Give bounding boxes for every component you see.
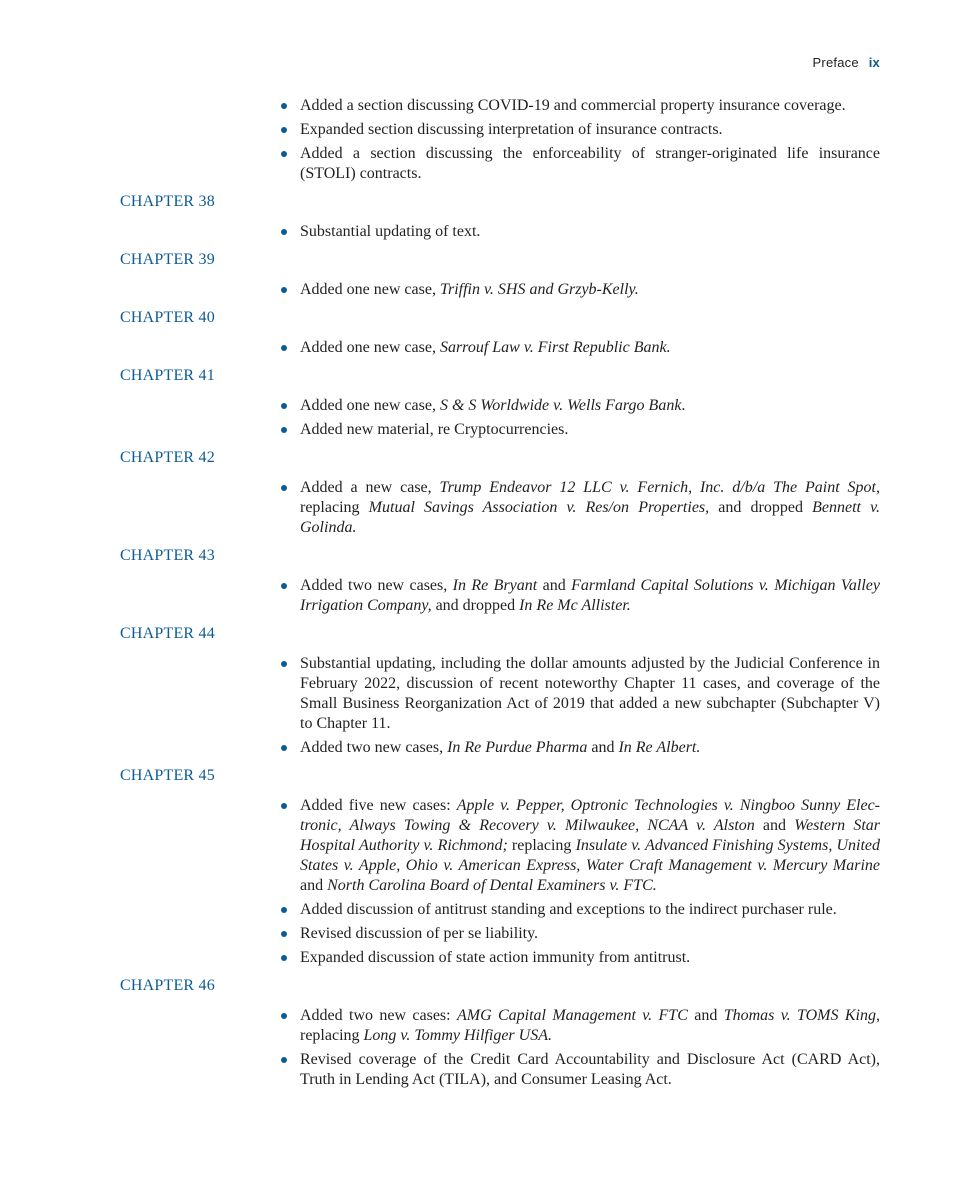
text-run: Added five new cases: bbox=[300, 797, 457, 814]
bullet-item bbox=[300, 900, 880, 920]
chapter-heading: CHAPTER 46 bbox=[120, 977, 215, 994]
text-run: Substantial updating of text. bbox=[300, 223, 481, 240]
chapter-heading: CHAPTER 38 bbox=[120, 193, 215, 210]
bullet-item bbox=[300, 478, 880, 538]
case-name: S & S Worldwide v. Wells Fargo Bank bbox=[439, 397, 682, 414]
case-name: Insulate v. Advanced Finishing Systems, United States v. Apple, Ohio v. American Express, Water Craft Management v. Mercury Marine bbox=[300, 837, 880, 874]
bullet-item bbox=[300, 420, 880, 440]
bullet-item bbox=[300, 948, 880, 968]
case-name: Farmland Capital Solutions v. Michigan Valley Irrigation Company, bbox=[300, 577, 881, 614]
chapter-heading: CHAPTER 44 bbox=[120, 625, 215, 642]
text-run: replacing bbox=[300, 1027, 364, 1044]
text-run: Expanded section discussing interpretation of insurance contracts. bbox=[300, 121, 723, 138]
case-name: Thomas v. TOMS King, bbox=[723, 1007, 880, 1024]
text-run: Added new material, re Cryptocurrencies. bbox=[300, 421, 569, 438]
running-head bbox=[813, 55, 880, 70]
text-run: Added discussion of antitrust standing and exceptions to the indirect purchaser rule. bbox=[300, 901, 837, 918]
bullet-list bbox=[0, 96, 880, 184]
bullet-list bbox=[0, 396, 880, 440]
text-run: and dropped bbox=[709, 499, 813, 516]
case-name: In Re Albert. bbox=[618, 739, 701, 756]
bullet-list bbox=[0, 796, 880, 968]
text-run: Added two new cases: bbox=[300, 1007, 457, 1024]
text-run: Substantial updating, including the dollar amounts adjusted by the Judicial Conference in February 2022, discussion of recent noteworthy Chapter 11 cases, and coverage of the Small Business Reorganization Act of 2019 that added a new subchapter (Subchapter V) to Chapter 11. bbox=[300, 655, 880, 732]
bullet-item bbox=[300, 796, 880, 896]
bullet-list bbox=[0, 222, 880, 242]
chapter-heading: CHAPTER 40 bbox=[120, 309, 215, 326]
bullet-item bbox=[300, 96, 880, 116]
text-run: and dropped bbox=[431, 597, 520, 614]
bullet-list bbox=[0, 280, 880, 300]
text-run: Added one new case, bbox=[300, 397, 440, 414]
text-run: and bbox=[687, 1007, 724, 1024]
bullet-item bbox=[300, 396, 880, 416]
text-run: . bbox=[681, 397, 686, 414]
text-run: Added two new cases, bbox=[300, 739, 448, 756]
case-name: Sarrouf Law v. First Republic Bank. bbox=[439, 339, 671, 356]
chapter-heading: CHAPTER 41 bbox=[120, 367, 215, 384]
bullet-item bbox=[300, 222, 880, 242]
bullet-item bbox=[300, 280, 880, 300]
bullet-item bbox=[300, 144, 880, 184]
page-number: ix bbox=[868, 55, 880, 70]
bullet-item bbox=[300, 924, 880, 944]
text-run: and bbox=[587, 739, 619, 756]
case-name: Mutual Savings Association v. Res/on Properties, bbox=[368, 499, 710, 516]
text-run: Added two new cases, bbox=[300, 577, 453, 594]
chapter-heading: CHAPTER 45 bbox=[120, 767, 215, 784]
section-title: Preface bbox=[812, 55, 859, 70]
text-run: Added one new case, bbox=[300, 339, 440, 356]
text-run: and bbox=[537, 577, 572, 594]
text-run: replacing bbox=[507, 837, 576, 854]
bullet-item bbox=[300, 654, 880, 734]
text-run: Added a section discussing the enforceability of stranger-originated life insurance (STOLI) contracts. bbox=[300, 145, 880, 182]
text-run: Added one new case, bbox=[300, 281, 440, 298]
text-run: and bbox=[754, 817, 795, 834]
bullet-item bbox=[300, 576, 880, 616]
text-run: Revised coverage of the Credit Card Accountability and Disclosure Act (CARD Act), Truth in Lending Act (TILA), and Consumer Leasing Act. bbox=[300, 1051, 880, 1088]
case-name: AMG Capital Management v. FTC bbox=[456, 1007, 688, 1024]
bullet-item bbox=[300, 338, 880, 358]
preface-content bbox=[0, 96, 960, 1094]
bullet-item bbox=[300, 738, 880, 758]
chapter-heading: CHAPTER 42 bbox=[120, 449, 215, 466]
case-name: In Re Purdue Pharma bbox=[447, 739, 588, 756]
case-name: Bennett v. Golinda. bbox=[300, 499, 881, 536]
case-name: North Carolina Board of Dental Examiners v. FTC. bbox=[327, 877, 657, 894]
bullet-list bbox=[0, 1006, 880, 1090]
text-run: Revised discussion of per se liability. bbox=[300, 925, 539, 942]
bullet-list bbox=[0, 576, 880, 616]
text-run: Expanded discussion of state action immunity from antitrust. bbox=[300, 949, 691, 966]
case-name: Long v. Tommy Hilfiger USA. bbox=[363, 1027, 552, 1044]
bullet-item bbox=[300, 120, 880, 140]
text-run: replacing bbox=[300, 499, 369, 516]
text-run: and bbox=[300, 877, 328, 894]
chapter-heading: CHAPTER 43 bbox=[120, 547, 215, 564]
chapter-heading: CHAPTER 39 bbox=[120, 251, 215, 268]
case-name: Trump Endeavor 12 LLC v. Fernich, Inc. d/b/a The Paint Spot, bbox=[439, 479, 880, 496]
case-name: Western Star Hospital Authority v. Richmond; bbox=[300, 817, 880, 854]
bullet-list bbox=[0, 478, 880, 538]
bullet-item bbox=[300, 1050, 880, 1090]
case-name: In Re Mc Allister. bbox=[519, 597, 631, 614]
case-name: Triffin v. SHS and Grzyb-Kelly. bbox=[439, 281, 639, 298]
text-run: Added a new case, bbox=[300, 479, 440, 496]
bullet-item bbox=[300, 1006, 880, 1046]
text-run: Added a section discussing COVID-19 and commercial property insurance coverage. bbox=[300, 97, 846, 114]
case-name: Apple v. Pepper, Optronic Technologies v. Ningboo Sunny Electronic, Always Towing & Recovery v. Milwaukee, NCAA v. Alston bbox=[300, 797, 880, 834]
bullet-list bbox=[0, 338, 880, 358]
case-name: In Re Bryant bbox=[452, 577, 538, 594]
bullet-list bbox=[0, 654, 880, 758]
